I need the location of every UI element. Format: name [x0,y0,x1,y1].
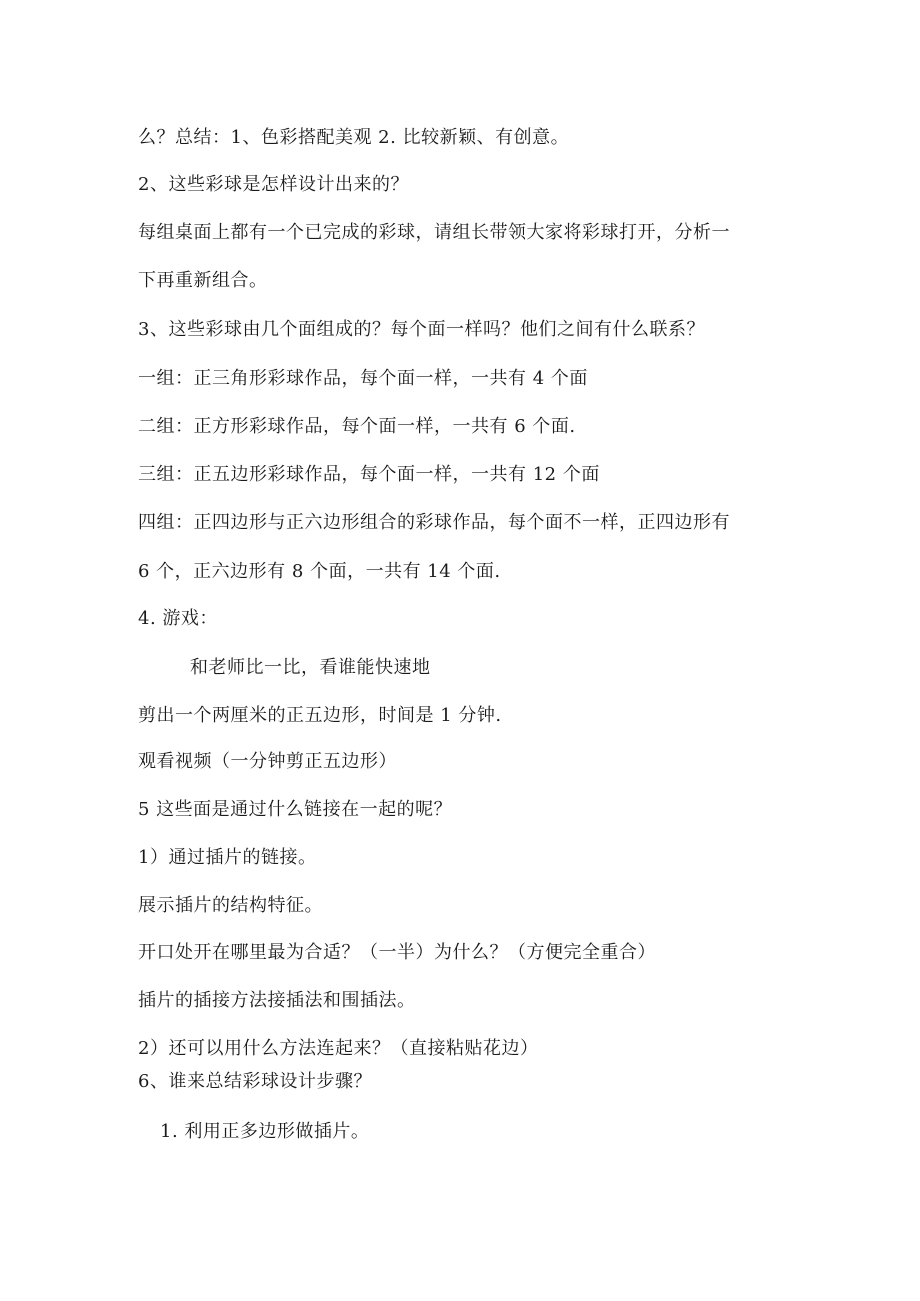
text-line: 2、这些彩球是怎样设计出来的？ [138,174,409,195]
text-line: 6 个，正六边形有 8 个面，一共有 14 个面. [138,561,501,582]
text-line: 么？总结：1、色彩搭配美观 2. 比较新颖、有创意。 [138,127,570,148]
text-line: 二组：正方形彩球作品，每个面一样，一共有 6 个面. [138,416,576,437]
text-line: 每组桌面上都有一个已完成的彩球，请组长带领大家将彩球打开，分析一 [138,222,730,243]
text-line: 2）还可以用什么方法连起来？（直接粘贴花边） [138,1038,539,1059]
text-line: 4. 游戏： [138,608,218,629]
text-line: 6、谁来总结彩球设计步骤？ [138,1071,372,1092]
text-line: 1. 利用正多边形做插片。 [160,1121,370,1142]
text-line: 和老师比一比，看谁能快速地 [190,657,431,678]
text-line: 插片的插接方法接插法和围插法。 [138,990,416,1011]
text-line: 5 这些面是通过什么链接在一起的呢？ [138,799,453,820]
text-line: 剪出一个两厘米的正五边形，时间是 1 分钟. [138,705,502,726]
text-line: 四组：正四边形与正六边形组合的彩球作品，每个面不一样，正四边形有 [138,512,730,533]
text-line: 展示插片的结构特征。 [138,895,323,916]
text-line: 一组：正三角形彩球作品，每个面一样，一共有 4 个面 [138,368,588,389]
text-line: 开口处开在哪里最为合适？（一半）为什么？（方便完全重合） [138,942,656,963]
text-line: 1）通过插片的链接。 [138,847,317,868]
text-line: 三组：正五边形彩球作品，每个面一样，一共有 12 个面 [138,464,600,485]
text-line: 下再重新组合。 [138,270,268,291]
text-line: 3、这些彩球由几个面组成的？每个面一样吗？他们之间有什么联系？ [138,319,705,340]
text-line: 观看视频（一分钟剪正五边形） [138,751,397,772]
